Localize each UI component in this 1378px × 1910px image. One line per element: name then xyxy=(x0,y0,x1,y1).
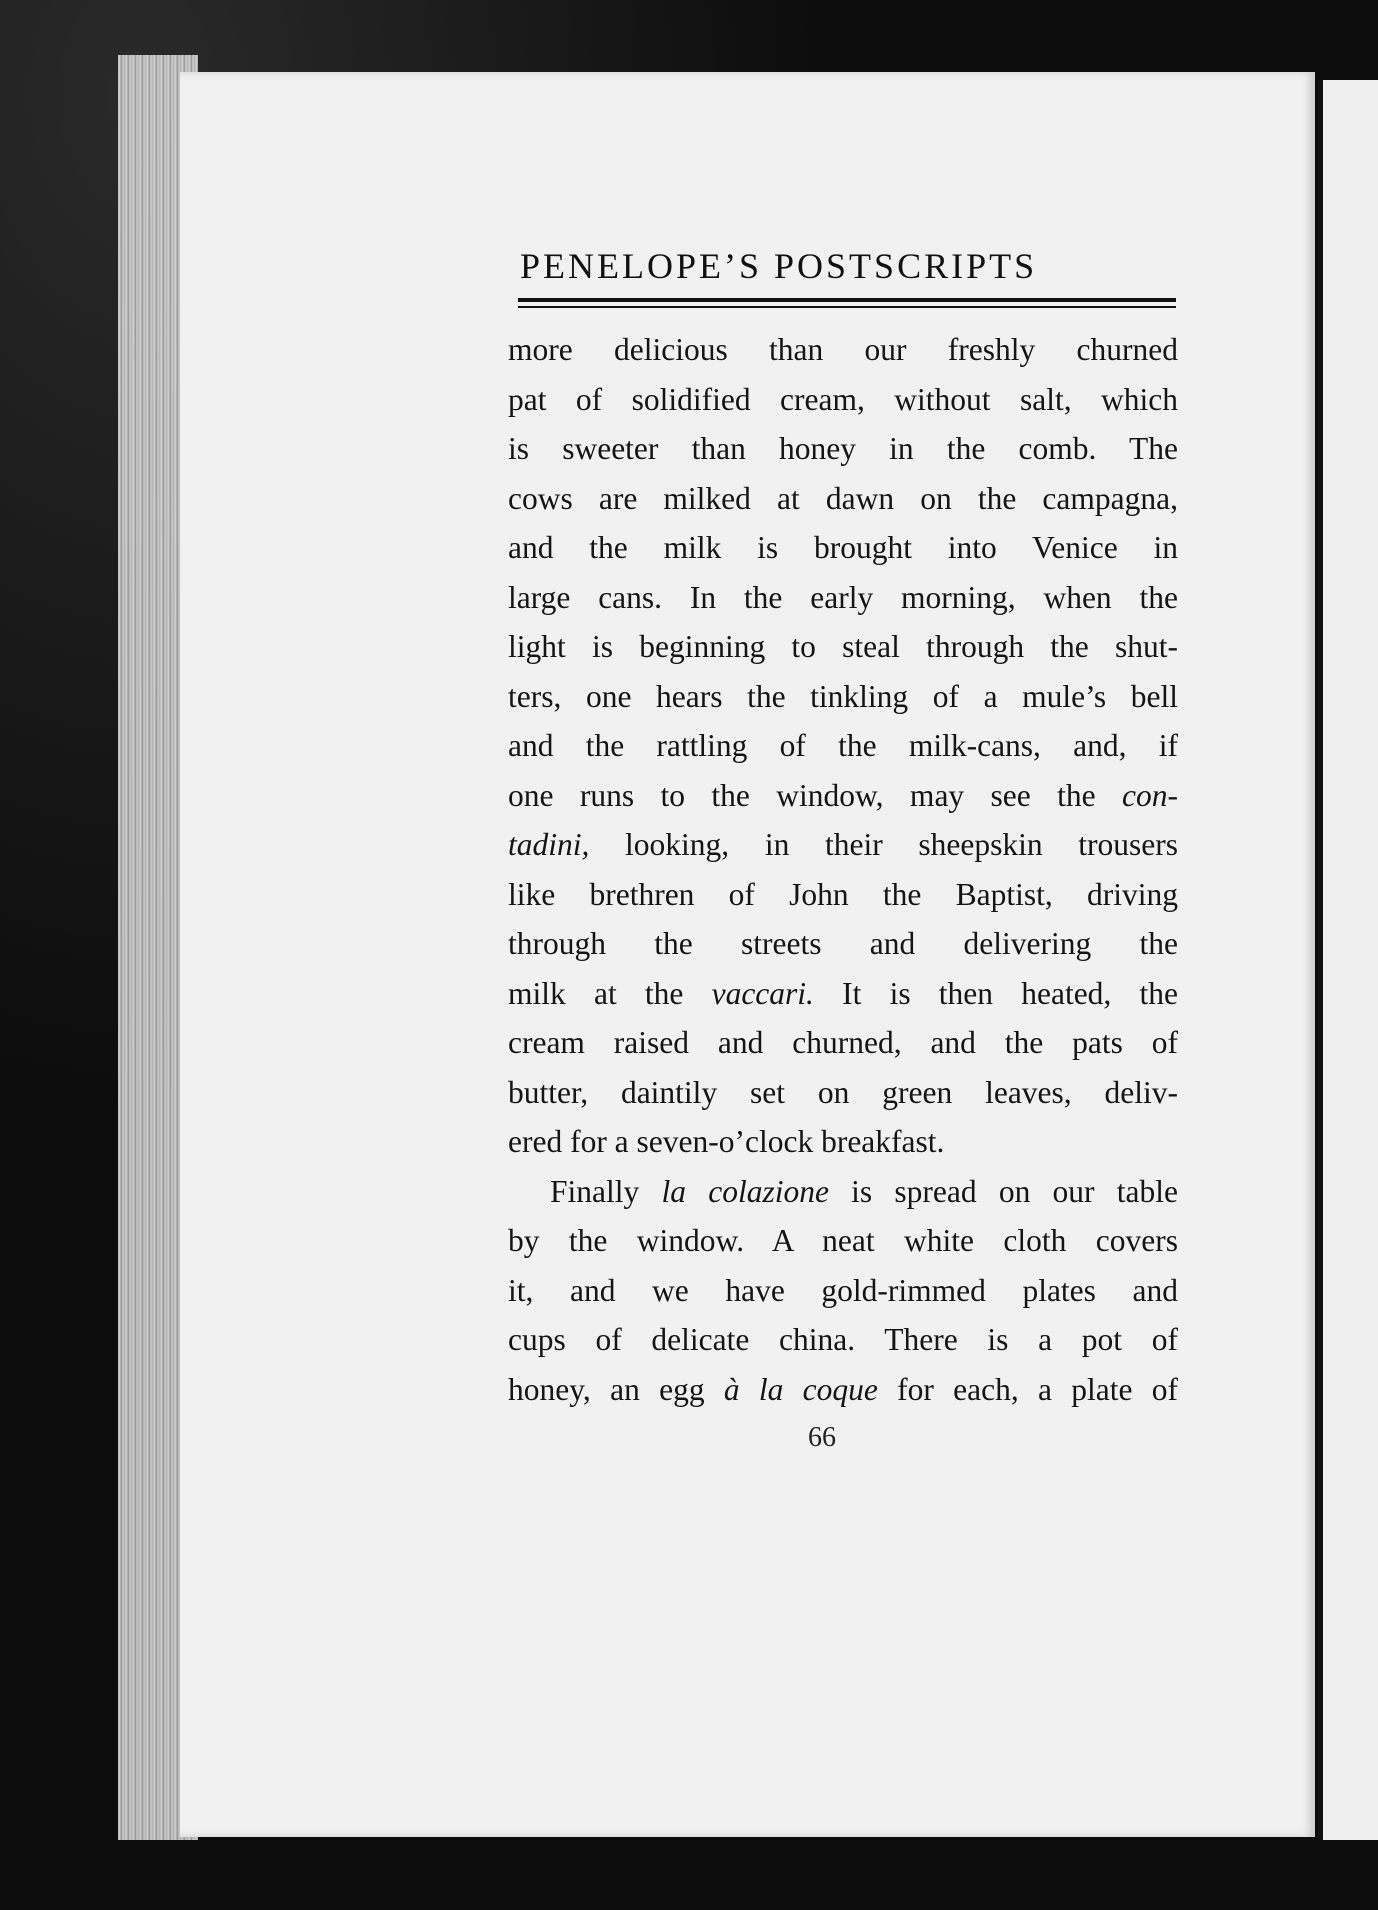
running-head: PENELOPE’S POSTSCRIPTS xyxy=(520,246,1038,286)
italic-phrase: con- xyxy=(1122,777,1178,813)
italic-phrase: tadini, xyxy=(508,827,590,862)
text-line xyxy=(508,672,1178,722)
italic-phrase: vaccari. xyxy=(711,975,814,1011)
text-run: honey, an egg xyxy=(508,1371,724,1407)
text-line xyxy=(508,1018,1178,1068)
text-run: milk at the xyxy=(508,975,712,1011)
text-run: through the streets and delivering the xyxy=(508,926,1178,961)
text-run: by the window. A neat white cloth covers xyxy=(508,1223,1178,1258)
text-line xyxy=(508,771,1178,821)
text-run: Finally xyxy=(550,1173,662,1209)
text-run: is spread on our table xyxy=(828,1173,1178,1209)
text-run: is sweeter than honey in the comb. The xyxy=(508,431,1178,466)
page-number: 66 xyxy=(808,1422,836,1453)
facing-page-edge xyxy=(1318,80,1378,1840)
text-run: pat of solidified cream, without salt, which xyxy=(508,381,1178,417)
text-run: butter, daintily set on green leaves, deliv- xyxy=(508,1074,1178,1110)
text-run: ered for a seven-o’clock breakfast. xyxy=(508,1124,945,1159)
text-run: light is beginning to steal through the shut- xyxy=(508,629,1178,664)
text-line xyxy=(508,820,1178,870)
text-line xyxy=(508,424,1178,474)
italic-phrase: la colazione xyxy=(661,1173,829,1209)
text-run: cream raised and churned, and the pats of xyxy=(508,1025,1178,1060)
text-run: and the milk is brought into Venice in xyxy=(508,530,1178,565)
text-run: it, and we have gold-rimmed plates and xyxy=(508,1272,1178,1308)
text-line xyxy=(508,870,1178,920)
text-run: and the rattling of the milk-cans, and, if xyxy=(508,728,1178,763)
body-text xyxy=(508,325,1178,1414)
header-rule-thick xyxy=(518,298,1176,302)
text-run: for each, a plate of xyxy=(877,1371,1178,1407)
text-run: one runs to the window, may see the xyxy=(508,777,1123,813)
text-line xyxy=(508,622,1178,672)
text-run: more delicious than our freshly churned xyxy=(508,332,1178,367)
text-line xyxy=(508,523,1178,573)
text-line xyxy=(508,1167,1178,1217)
text-run: cows are milked at dawn on the campagna, xyxy=(508,480,1178,516)
text-line xyxy=(508,375,1178,425)
text-line xyxy=(508,1117,1178,1167)
text-line xyxy=(508,573,1178,623)
header-rule-thin xyxy=(518,306,1176,308)
text-run: large cans. In the early morning, when the xyxy=(508,579,1178,615)
text-run: It is then heated, the xyxy=(813,975,1178,1011)
text-line xyxy=(508,721,1178,771)
text-run: like brethren of John the Baptist, driving xyxy=(508,876,1178,912)
text-line xyxy=(508,919,1178,969)
text-line xyxy=(508,1365,1178,1415)
italic-phrase: à la coque xyxy=(723,1371,878,1407)
text-line xyxy=(508,1216,1178,1266)
text-run: cups of delicate china. There is a pot of xyxy=(508,1322,1178,1357)
text-line xyxy=(508,474,1178,524)
text-line xyxy=(508,1315,1178,1365)
text-line xyxy=(508,969,1178,1019)
text-line xyxy=(508,325,1178,375)
text-line xyxy=(508,1068,1178,1118)
text-run: looking, in their sheepskin trousers xyxy=(589,827,1178,862)
text-run: ters, one hears the tinkling of a mule’s bell xyxy=(508,678,1178,714)
text-line xyxy=(508,1266,1178,1316)
